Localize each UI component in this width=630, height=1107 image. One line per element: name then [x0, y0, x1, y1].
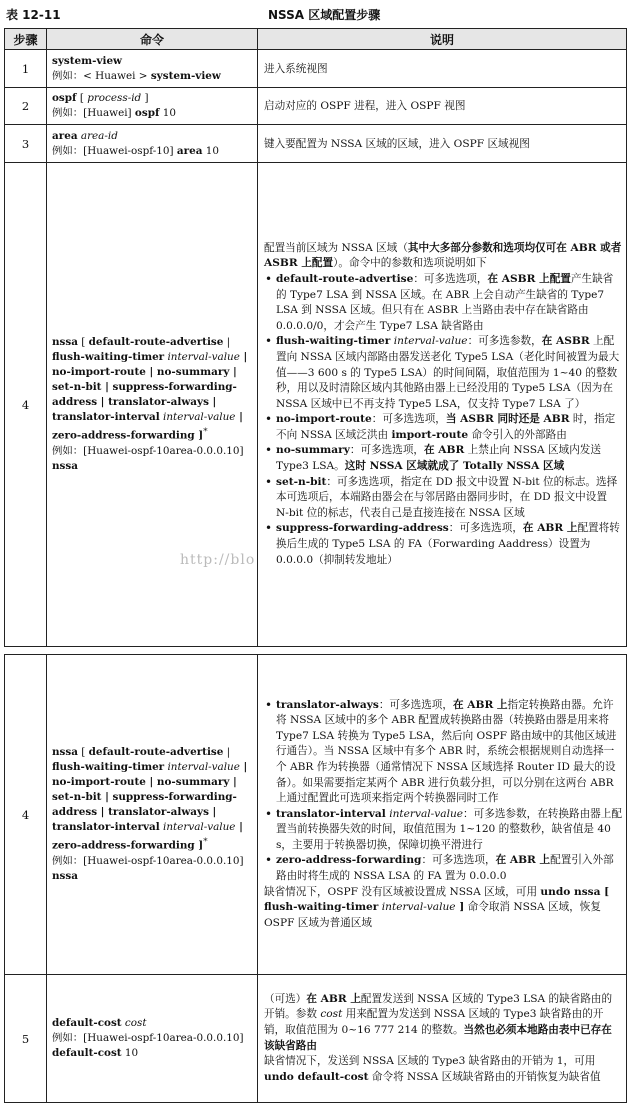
desc-cell	[258, 655, 627, 975]
cmd-part: |	[145, 366, 157, 379]
table-row	[5, 655, 627, 975]
list-item	[264, 698, 622, 807]
text: ：可多选选项，指定在 DD 报文中设置 N-bit 位的标志。选择本可选项后，本端路由器会在与邻居路由器同步时，在 DD 报文中设置 N-bit 位的标志，代表自己是直接连接在 NSSA 区域	[276, 475, 618, 519]
desc-cell: 启动对应的 OSPF 进程，进入 OSPF 视图	[258, 88, 627, 125]
cmd-part: ]	[194, 839, 204, 852]
command-bracket: [	[76, 92, 88, 104]
option-name: zero-address-forwarding	[276, 854, 422, 867]
option-name: default-route-advertise	[276, 272, 414, 285]
text: ：可多选选项，	[378, 698, 453, 711]
config-table-part1	[4, 28, 627, 647]
text: import-route	[391, 428, 469, 441]
step-cell: 3	[5, 125, 47, 163]
table-row	[5, 163, 627, 647]
example-arg: 10	[121, 1047, 139, 1059]
text: ：可多选选项，	[413, 272, 488, 285]
text: 配置当前区域为 NSSA 区域（	[264, 241, 408, 254]
text: 当然也必须本地路由表中已存在该缺省路由	[264, 1023, 612, 1052]
cmd-part: |	[145, 776, 157, 789]
cmd-part: |	[208, 806, 217, 819]
cmd-part: |	[97, 806, 109, 819]
cmd-part: |	[229, 366, 237, 379]
option-name: no-summary	[276, 444, 350, 457]
desc-cell	[258, 163, 627, 647]
command-keyword: system-view	[52, 54, 122, 67]
example-command: system-view	[150, 69, 221, 82]
text: 在 ASBR 上配置	[487, 272, 571, 285]
command-cell	[47, 655, 258, 975]
text: 这时 NSSA 区域就成了 Totally NSSA 区域	[344, 460, 565, 473]
header-desc: 说明	[258, 29, 627, 50]
text: ：可多选参数，在转换路由器上配置当前转换器失效的时间，取值范围为 1~120 的整数秒，缺省值是 40 s，主要用于转换器切换，保障切换平滑进行	[276, 807, 622, 851]
cmd-part: no-summary	[156, 366, 230, 379]
example-prompt: [Huawei-ospf-10]	[83, 144, 174, 157]
text: 其中大多部分参数和选项均仅可在 ABR 或者 ASBR 上配置	[264, 241, 622, 270]
cmd-part: flush-waiting-timer	[52, 351, 165, 364]
example-prompt: [Huawei-ospf-10area-0.0.0.10]	[83, 854, 244, 867]
text: 在 ABR 上	[306, 992, 361, 1005]
step-cell: 4	[5, 163, 47, 647]
text: undo default-cost	[264, 1070, 369, 1083]
option-list	[264, 698, 622, 885]
cmd-part: interval-value	[164, 761, 240, 774]
table-row	[5, 975, 627, 1103]
desc-cell: 进入系统视图	[258, 50, 627, 88]
option-list	[264, 272, 622, 568]
option-name: translator-always	[276, 698, 379, 711]
header-row	[5, 29, 627, 50]
step-cell: 2	[5, 88, 47, 125]
text: 上禁止向 NSSA 区域内发送 Type3 LSA。	[276, 444, 601, 473]
example-prefix: 例如：	[52, 144, 84, 157]
cmd-part: translator-interval	[52, 411, 160, 424]
cmd-part: default-route-advertise	[88, 746, 224, 759]
cmd-part: |	[229, 776, 237, 789]
cmd-part: zero-address-forwarding	[52, 839, 195, 852]
text: 配置发送到 NSSA 区域的 Type3 LSA 的缺省路由的开销。参数	[264, 992, 613, 1021]
example-command: nssa	[52, 869, 78, 882]
text: 命令将 NSSA 区域缺省路由的开销恢复为缺省值	[368, 1070, 601, 1083]
cmd-part: |	[97, 396, 109, 409]
text: undo nssa [ flush-waiting-timer	[264, 885, 610, 914]
text: ：可多选参数，	[467, 335, 542, 348]
example-prefix: 例如：	[52, 444, 84, 457]
example-prefix: 例如：	[52, 854, 84, 867]
cmd-part: set-n-bit	[52, 381, 102, 394]
cmd-part: interval-value	[159, 411, 236, 424]
text: cost	[320, 1008, 343, 1021]
cmd-part: suppress-forwarding-address	[52, 791, 237, 819]
cmd-part: no-import-route	[52, 776, 146, 789]
text: ：可多选选项，	[421, 854, 496, 867]
text: 缺省情况下，发送到 NSSA 区域的 Type3 缺省路由的开销为 1，可用	[264, 1055, 596, 1068]
text: interval-value	[385, 807, 464, 820]
example-prefix: 例如：	[52, 107, 84, 119]
default-note	[264, 885, 622, 932]
cmd-part: |	[235, 821, 243, 834]
command-keyword: ospf	[52, 92, 77, 104]
watermark: http://blo	[180, 552, 256, 568]
command-param: process-id	[87, 92, 142, 104]
command-keyword: default-cost	[52, 1017, 122, 1029]
text: 在 ABR	[424, 444, 465, 457]
text: 缺省情况下，OSPF 没有区域被设置成 NSSA 区域，可用	[264, 885, 541, 898]
cmd-part: [	[78, 336, 89, 349]
cmd-part: set-n-bit	[52, 791, 102, 804]
text: 命令引入的外部路由	[468, 428, 567, 441]
list-item	[264, 412, 622, 443]
list-item	[264, 853, 622, 884]
step-cell: 4	[5, 655, 47, 975]
step-cell: 1	[5, 50, 47, 88]
cmd-part: |	[239, 761, 248, 774]
option-name: suppress-forwarding-address	[276, 522, 449, 535]
example-prompt: [Huawei-ospf-10area-0.0.0.10]	[83, 444, 244, 457]
cmd-part: nssa	[52, 336, 78, 349]
table-row	[5, 88, 627, 125]
text: （可选）	[264, 992, 307, 1005]
text: 在 ABR 上	[522, 522, 578, 535]
text: 指定转换路由器。允许将 NSSA 区域中的多个 ABR 配置成转换路由器（转换路由器是用来将 Type7 LSA 转换为 Type5 LSA，然后向 OSPF 路由域中的其他区域进行通告）。当 NSSA 区域中有多个 ABR 时，系统会根据规则自动选择一个 ABR 作为转换器（通常情况下 NSSA 区域选择 Router ID 最大的设备）。如果需要指定某两个 ABR 进行负载分担，可以分别在这两台 ABR 上通过配置此可选项来指定两个转换器同时工作	[276, 698, 617, 805]
cmd-part: |	[235, 411, 243, 424]
text: ]	[455, 901, 465, 914]
list-item	[264, 272, 622, 334]
header-step: 步骤	[5, 29, 47, 50]
example-prefix: 例如：	[52, 1032, 84, 1044]
example-command: area	[176, 144, 203, 157]
cmd-part: translator-always	[108, 396, 209, 409]
example-arg: 10	[159, 107, 176, 119]
cmd-part: translator-interval	[52, 821, 160, 834]
cmd-part: ]	[194, 429, 204, 442]
text: 命令取消 NSSA 区域，恢复 OSPF 区域为普通区域	[264, 901, 601, 929]
text: 配置将转换后生成的 Type5 LSA 的 FA（Forwarding Aaddress）设置为 0.0.0.0（抑制转发地址）	[276, 522, 620, 566]
desc-intro	[264, 241, 622, 272]
list-item	[264, 521, 622, 568]
text: ：可多选选项，	[448, 522, 523, 535]
example-command: default-cost	[52, 1047, 122, 1059]
cmd-part: default-route-advertise	[88, 336, 224, 349]
text: interval-value	[378, 901, 456, 914]
example-prompt: < Huawei >	[83, 69, 148, 82]
example-prompt: [Huawei-ospf-10area-0.0.0.10]	[83, 1032, 244, 1044]
step-cell: 5	[5, 975, 47, 1103]
text: 当 ASBR 同时还是 ABR	[445, 413, 570, 426]
example-prompt: [Huawei]	[83, 107, 132, 119]
list-item	[264, 475, 622, 522]
text: ）。命令中的参数和选项说明如下	[333, 257, 487, 270]
desc-cell: 键入要配置为 NSSA 区域的区域，进入 OSPF 区域视图	[258, 125, 627, 163]
cmd-part: *	[203, 427, 208, 438]
table-number: 表 12-11	[6, 8, 61, 22]
cmd-part: |	[101, 381, 113, 394]
cmd-part: no-import-route	[52, 366, 146, 379]
table-caption	[0, 4, 630, 26]
cmd-part: |	[223, 746, 231, 759]
text: 在 ABR 上	[452, 698, 508, 711]
command-cell	[47, 88, 258, 125]
cmd-part: [	[78, 746, 89, 759]
text: 用来配置为发送到 NSSA 区域的 Type3 缺省路由的开销，取值范围为 0~16 777 214 的整数。	[264, 1008, 604, 1036]
example-arg: 10	[202, 144, 219, 157]
option-name: translator-interval	[276, 807, 386, 820]
config-table-part2	[4, 654, 627, 1103]
list-item	[264, 807, 622, 854]
cmd-part: translator-always	[108, 806, 209, 819]
example-command: ospf	[134, 107, 160, 119]
text: 在 ABR 上	[495, 854, 551, 867]
command-cell	[47, 163, 258, 647]
text: 在 ASBR	[541, 335, 590, 348]
option-name: flush-waiting-timer	[276, 335, 391, 348]
option-name: set-n-bit	[276, 475, 327, 488]
cmd-part: nssa	[52, 746, 78, 759]
text: 上配置向 NSSA 区域内部路由器发送老化 Type5 LSA（老化时间被置为最大值——3 600 s 的 Type5 LSA）的时间间隔，取值范围为 1~40 的整数秒，用以及时清除区域内其他路由器上已经没用的 Type5 LSA（因为在 NSSA 区域中已不再支持 Type5 LSA，仅支持 Type7 LSA 了）	[276, 335, 620, 410]
cmd-part: no-summary	[156, 776, 230, 789]
command-param: cost	[121, 1017, 147, 1029]
option-name: no-import-route	[276, 413, 372, 426]
example-prefix: 例如：	[52, 69, 84, 82]
cmd-part: |	[239, 351, 248, 364]
command-bracket: ]	[141, 92, 149, 104]
cmd-part: zero-address-forwarding	[52, 429, 195, 442]
cmd-part: suppress-forwarding-address	[52, 381, 237, 409]
text: ：可多选选项，	[371, 413, 446, 426]
example-command: nssa	[52, 459, 78, 472]
command-keyword: area	[52, 129, 78, 142]
cmd-part: flush-waiting-timer	[52, 761, 165, 774]
text: 配置引入外部路由时将生成的 NSSA LSA 的 FA 置为 0.0.0.0	[276, 854, 614, 883]
text: 时，指定不向 NSSA 区域泛洪由	[276, 413, 616, 441]
cmd-part: |	[223, 336, 231, 349]
command-cell	[47, 975, 258, 1103]
cmd-part: |	[101, 791, 113, 804]
command-cell	[47, 50, 258, 88]
desc-cell	[258, 975, 627, 1103]
list-item	[264, 443, 622, 474]
list-item	[264, 334, 622, 412]
command-param: area-id	[80, 129, 118, 142]
cmd-part: interval-value	[159, 821, 236, 834]
command-cell	[47, 125, 258, 163]
text: 产生缺省的 Type7 LSA 到 NSSA 区域。在 ABR 上会自动产生缺省的 Type7 LSA 到 NSSA 区域。但只有在 ASBR 上当路由表中存在缺省路由 0.0.0.0/0，才会产生 Type7 LSA 缺省路由	[276, 272, 614, 332]
cmd-part: *	[203, 837, 208, 848]
text: ：可多选选项，	[349, 444, 425, 457]
text: interval-value	[390, 335, 468, 348]
cmd-part: |	[208, 396, 217, 409]
cmd-part: interval-value	[164, 351, 240, 364]
table-row	[5, 125, 627, 163]
header-command: 命令	[47, 29, 258, 50]
table-row	[5, 50, 627, 88]
table-title: NSSA 区域配置步骤	[268, 8, 381, 22]
